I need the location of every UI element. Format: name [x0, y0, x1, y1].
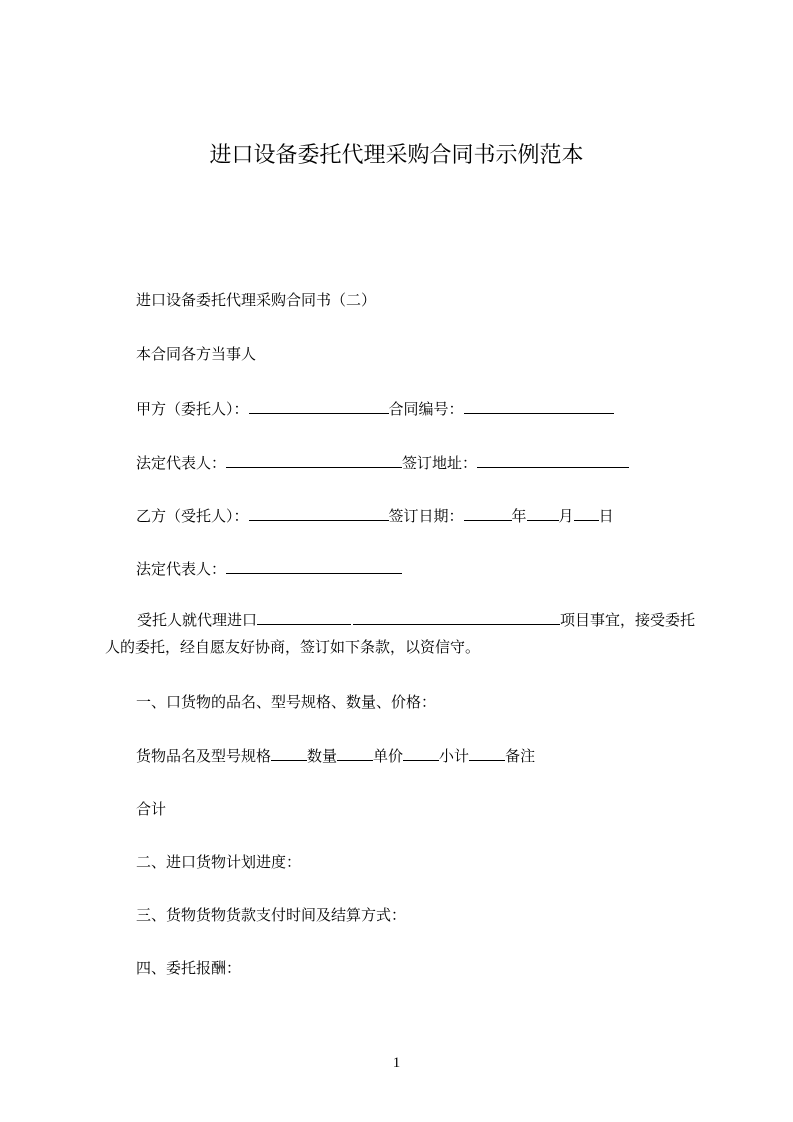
- contract-no-blank[interactable]: [464, 398, 614, 414]
- legal-rep-a-blank[interactable]: [226, 452, 402, 468]
- col-sep-blank: [271, 745, 307, 761]
- legal-rep-b-blank[interactable]: [226, 558, 402, 574]
- contract-no-label: 合同编号：: [388, 400, 464, 418]
- party-b-label: 乙方（受托人）：: [136, 507, 249, 525]
- col-subtotal: 小计: [439, 747, 470, 765]
- day-label: 日: [598, 507, 614, 525]
- parties-heading: 本合同各方当事人: [136, 345, 257, 363]
- col-unit-price: 单价: [373, 747, 404, 765]
- sign-place-blank[interactable]: [477, 452, 629, 468]
- col-quantity: 数量: [307, 747, 338, 765]
- col-sep-blank: [403, 745, 439, 761]
- sign-place-label: 签订地址：: [402, 454, 478, 472]
- total-label: 合计: [136, 800, 167, 818]
- party-a-blank[interactable]: [249, 398, 389, 414]
- month-label: 月: [558, 507, 574, 525]
- party-b-line: [136, 505, 614, 526]
- party-b-blank[interactable]: [249, 505, 389, 521]
- month-blank[interactable]: [527, 505, 559, 521]
- project-blank-2[interactable]: [353, 609, 560, 625]
- col-sep-blank: [469, 745, 505, 761]
- intro-part1: 受托人就代理进口: [137, 611, 258, 629]
- intro-paragraph: [105, 607, 705, 661]
- party-a-label: 甲方（委托人）：: [136, 400, 249, 418]
- section-4-heading: 四、委托报酬：: [136, 959, 242, 977]
- project-blank-1[interactable]: [257, 609, 351, 625]
- year-label: 年: [511, 507, 527, 525]
- document-title: 进口设备委托代理采购合同书示例范本: [209, 143, 584, 168]
- col-remarks: 备注: [505, 747, 536, 765]
- section-1-heading: 一、口货物的品名、型号规格、数量、价格：: [136, 693, 437, 711]
- col-goods-name: 货物品名及型号规格: [136, 747, 272, 765]
- sign-date-label: 签订日期：: [388, 507, 464, 525]
- party-a-line: [136, 398, 614, 419]
- intro-part2: 项目事宜，接受委托人的委托，经自愿友好协商，签订如下条款，以资信守。: [105, 611, 696, 656]
- goods-columns-row: [136, 745, 535, 766]
- page-number: 1: [392, 1055, 401, 1071]
- year-blank[interactable]: [464, 505, 512, 521]
- col-sep-blank: [337, 745, 373, 761]
- legal-rep-b-label: 法定代表人：: [136, 560, 227, 578]
- section-3-heading: 三、货物货物货款支付时间及结算方式：: [136, 906, 407, 924]
- contract-subtitle: 进口设备委托代理采购合同书（二）: [136, 291, 377, 309]
- legal-rep-a-label: 法定代表人：: [136, 454, 227, 472]
- day-blank[interactable]: [574, 505, 599, 521]
- legal-rep-b-line: [136, 558, 402, 579]
- legal-rep-a-line: [136, 452, 629, 473]
- section-2-heading: 二、进口货物计划进度：: [136, 853, 302, 871]
